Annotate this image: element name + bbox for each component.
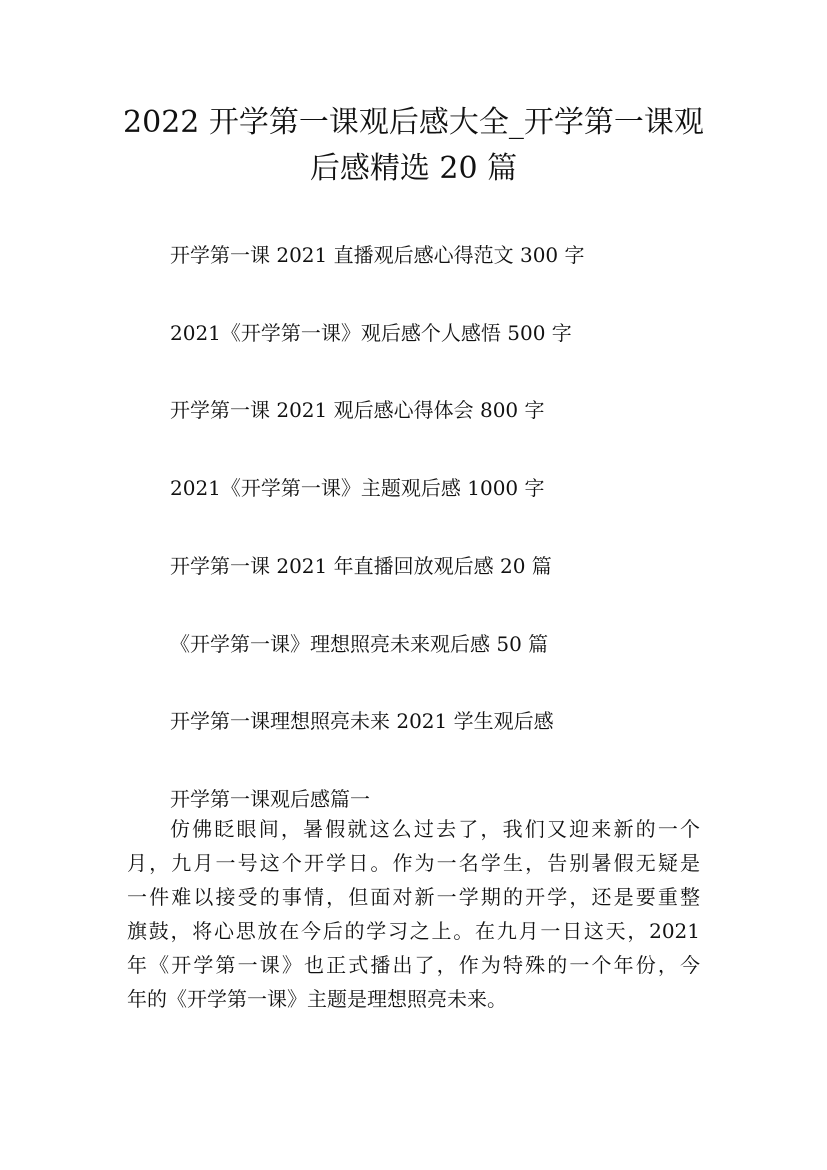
- toc-item: 开学第一课理想照亮未来 2021 学生观后感: [170, 709, 554, 733]
- toc-item: 开学第一课 2021 年直播回放观后感 20 篇: [170, 554, 552, 578]
- section-heading: 开学第一课观后感篇一: [170, 787, 370, 811]
- paragraph-line: 一件难以接受的事情，但面对新一学期的开学，还是要重整: [127, 885, 700, 909]
- toc-item: 开学第一课 2021 直播观后感心得范文 300 字: [170, 243, 585, 267]
- toc-item: 2021《开学第一课》主题观后感 1000 字: [170, 476, 545, 500]
- toc-item: 2021《开学第一课》观后感个人感悟 500 字: [170, 321, 572, 345]
- title-line-2: 后感精选 20 篇: [309, 151, 518, 186]
- paragraph-line: 月，九月一号这个开学日。作为一名学生，告别暑假无疑是: [127, 851, 700, 875]
- paragraph-line: 年《开学第一课》也正式播出了，作为特殊的一个年份，今: [127, 953, 700, 977]
- toc-item: 《开学第一课》理想照亮未来观后感 50 篇: [170, 632, 549, 656]
- paragraph-line: 仿佛眨眼间，暑假就这么过去了，我们又迎来新的一个: [170, 817, 700, 841]
- toc-item: 开学第一课 2021 观后感心得体会 800 字: [170, 398, 545, 422]
- title-line-1: 2022 开学第一课观后感大全_开学第一课观: [123, 105, 704, 140]
- paragraph-line: 年的《开学第一课》主题是理想照亮未来。: [127, 987, 507, 1011]
- paragraph-line: 旗鼓，将心思放在今后的学习之上。在九月一日这天，2021: [127, 919, 700, 943]
- document-title: [110, 100, 717, 192]
- body-paragraph: [127, 812, 700, 1016]
